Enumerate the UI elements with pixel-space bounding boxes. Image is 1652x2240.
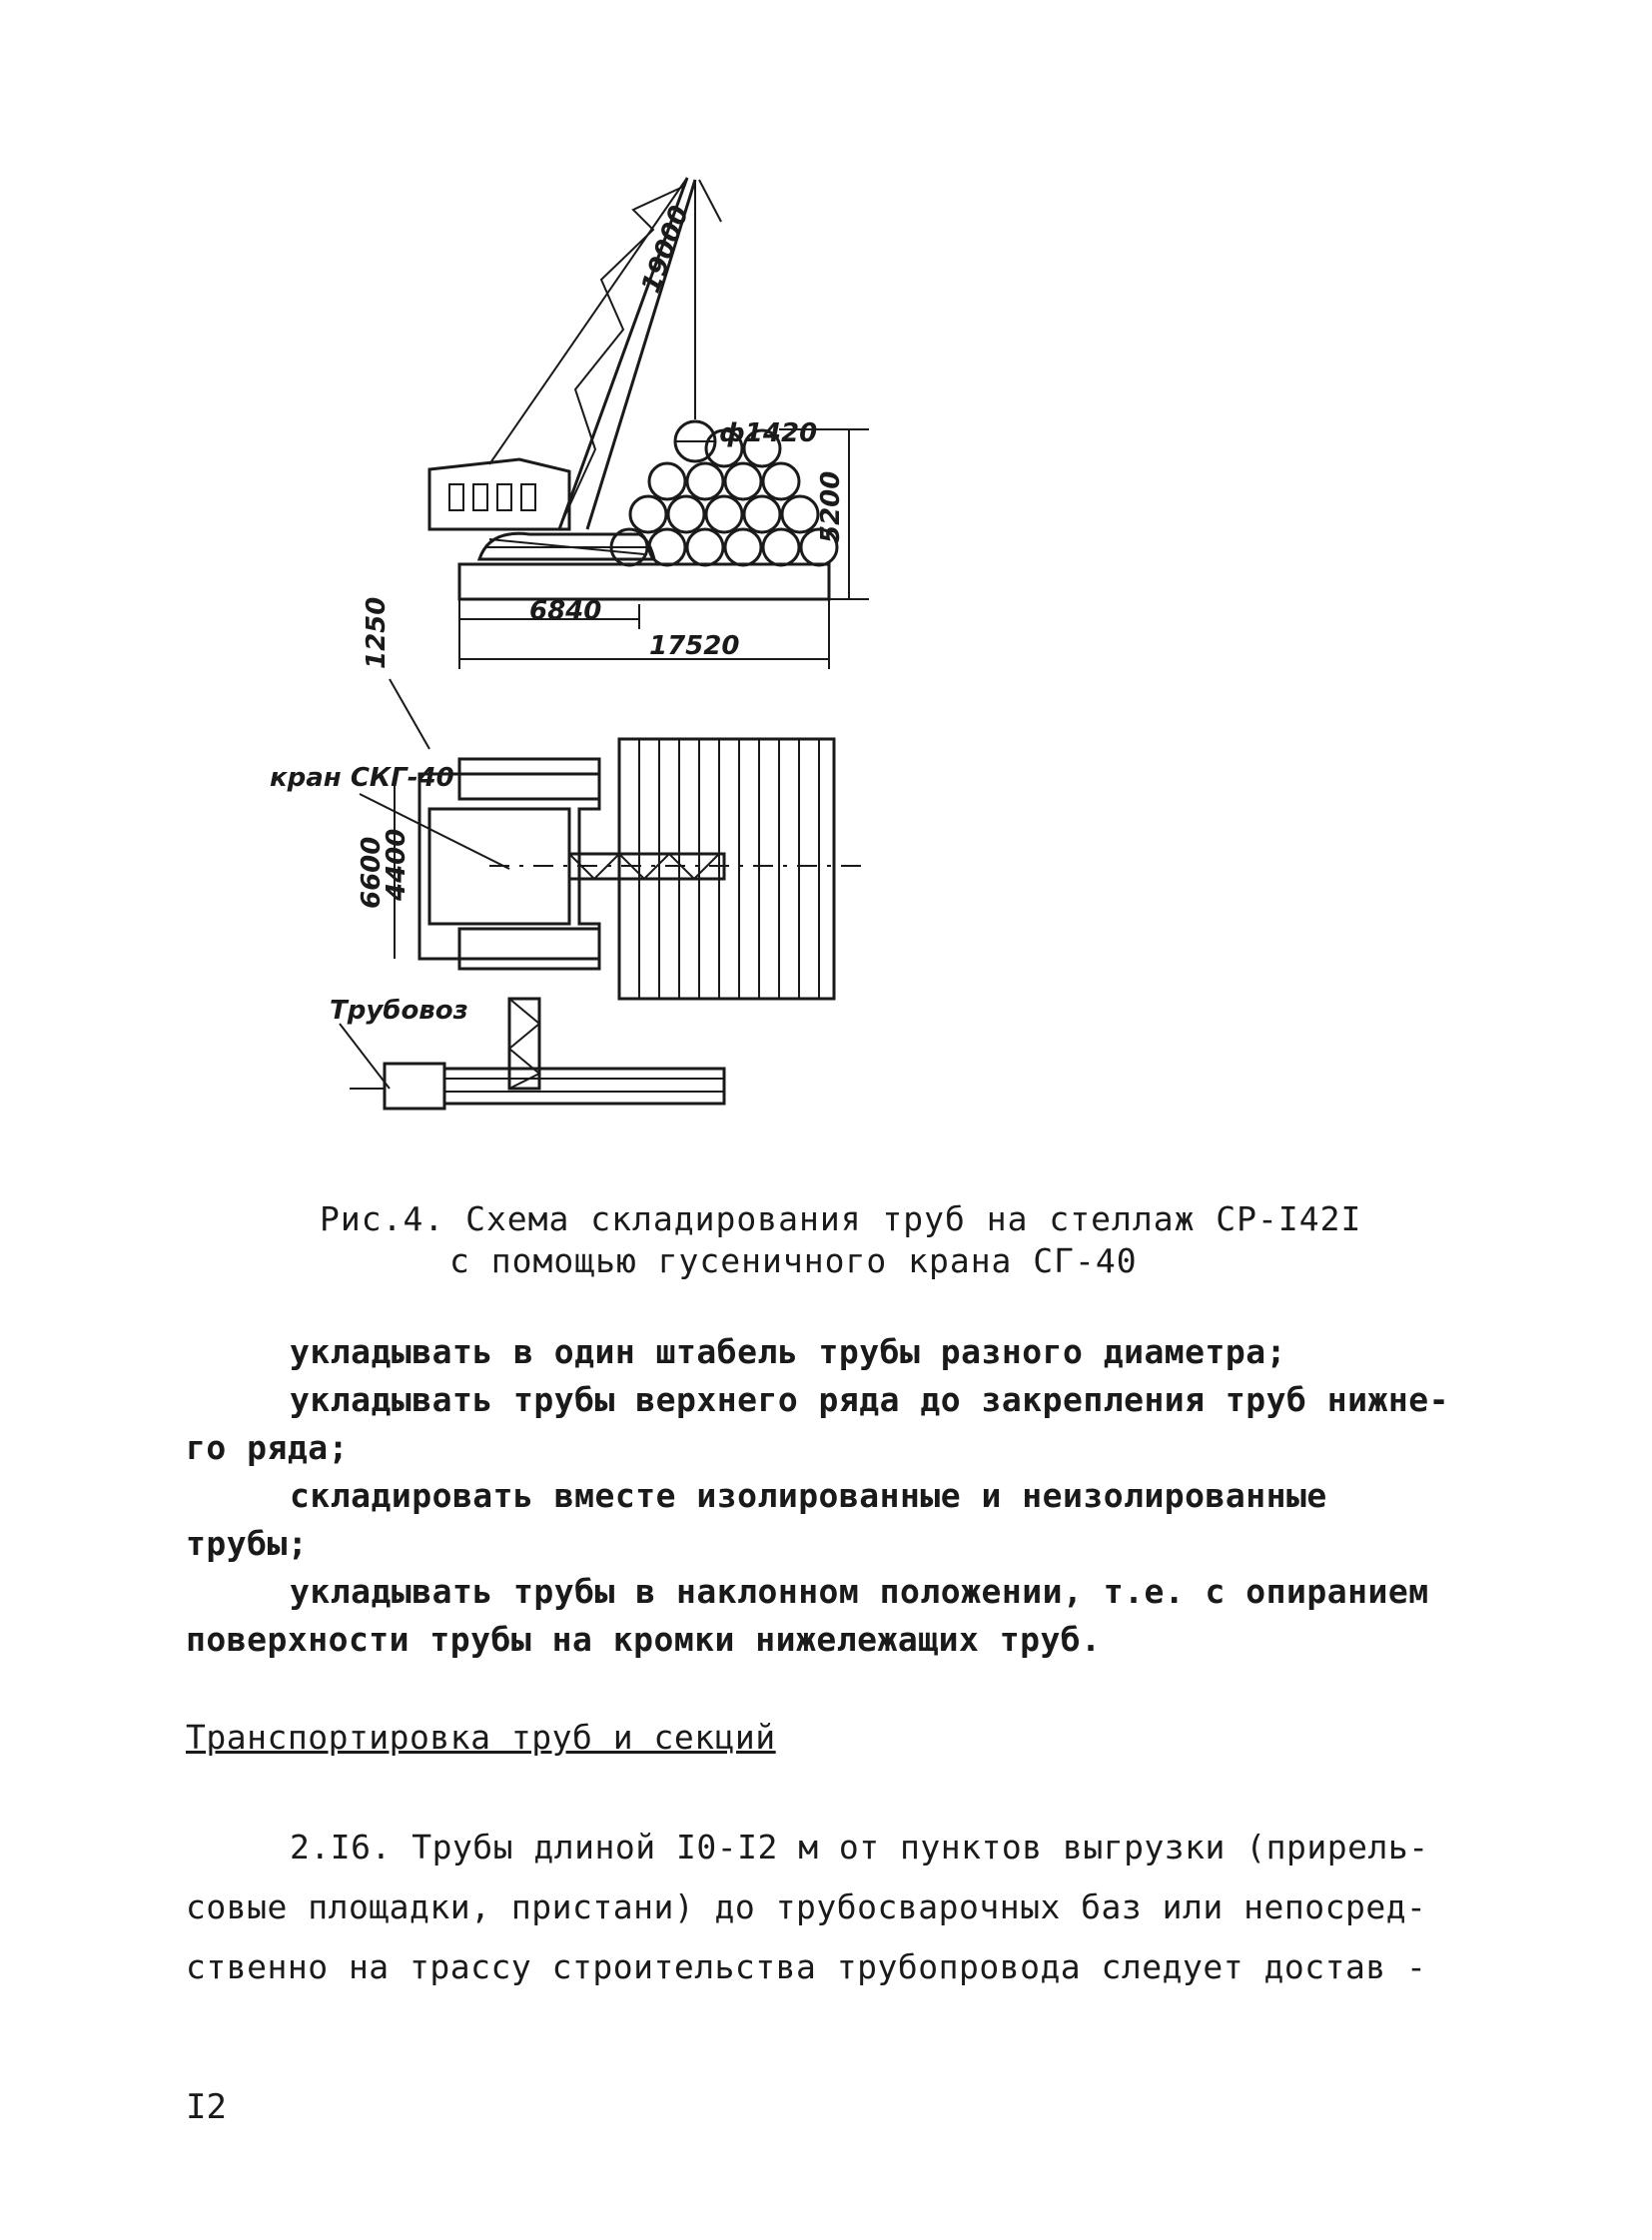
page-number: I2 (186, 2087, 227, 2127)
paragraph-line-3: ственно на трассу строительства трубопровода следует достав - (186, 1947, 1427, 1986)
figure-caption (320, 1198, 1418, 1282)
crawler-plan-top (459, 759, 599, 799)
carrier-pipes (444, 1069, 724, 1104)
caption-line-2: с помощью гусеничного крана СГ-40 (449, 1241, 1138, 1280)
prohibition-list (186, 1328, 1464, 1664)
list-item-4a: укладывать трубы в наклонном положении, т.е. с опиранием (290, 1572, 1429, 1611)
dim-a-label: 6840 (529, 596, 602, 626)
list-item-2b: го ряда; (186, 1428, 349, 1467)
caption-line-1: Рис.4. Схема складирования труб на стеллаж СР-I42I (320, 1199, 1362, 1238)
dim-c-leader (390, 679, 429, 749)
cab-window-2 (473, 484, 487, 510)
pipe-storage-diagram (270, 150, 1248, 1188)
crane-label: кран СКГ-40 (270, 763, 454, 793)
boom-length-label: 19000 (635, 202, 696, 298)
crawler-plan-bottom (459, 929, 599, 969)
section-heading: Транспортировка труб и секций (186, 1718, 776, 1757)
track-links (484, 539, 649, 554)
pipe-stack (611, 430, 837, 565)
stack-height-label: 5200 (816, 470, 846, 543)
list-item-3: складировать вместе изолированные и неизолированные трубы; (186, 1476, 1327, 1563)
paragraph-line-1: 2.I6. Трубы длиной I0-I2 м от пунктов выгрузки (прирель- (290, 1828, 1429, 1867)
list-item-2a: укладывать трубы верхнего ряда до закрепления труб нижне- (290, 1380, 1449, 1419)
pipe-diameter-label: ф1420 (719, 418, 818, 448)
carrier-boom-lattice (509, 999, 539, 1089)
dim-width-label: 6600 (357, 836, 387, 909)
cab-window-1 (449, 484, 463, 510)
carrier-cab (385, 1064, 444, 1109)
dim-c-label: 1250 (362, 596, 392, 669)
list-item-4b: поверхности трубы на кромки нижележащих труб. (186, 1620, 1102, 1659)
paragraph-line-2: совые площадки, пристани) до трубосварочных баз или непосред- (186, 1887, 1427, 1926)
rack-pipes-plan (639, 739, 819, 999)
cab-window-4 (521, 484, 535, 510)
boom-pendant (489, 178, 687, 464)
pipe-carrier-leader (340, 1024, 390, 1089)
section-paragraph (186, 1818, 1454, 1997)
list-item-1: укладывать в один штабель трубы разного диаметра; (290, 1332, 1287, 1371)
dim-b-label: 17520 (649, 631, 740, 661)
rack-base (459, 564, 829, 599)
cab-window-3 (497, 484, 511, 510)
pipe-carrier-label: Трубовоз (330, 996, 468, 1026)
hoist-rope-2 (699, 180, 721, 222)
dim-inner-label: 4400 (382, 828, 412, 901)
rack-plan (619, 739, 834, 999)
